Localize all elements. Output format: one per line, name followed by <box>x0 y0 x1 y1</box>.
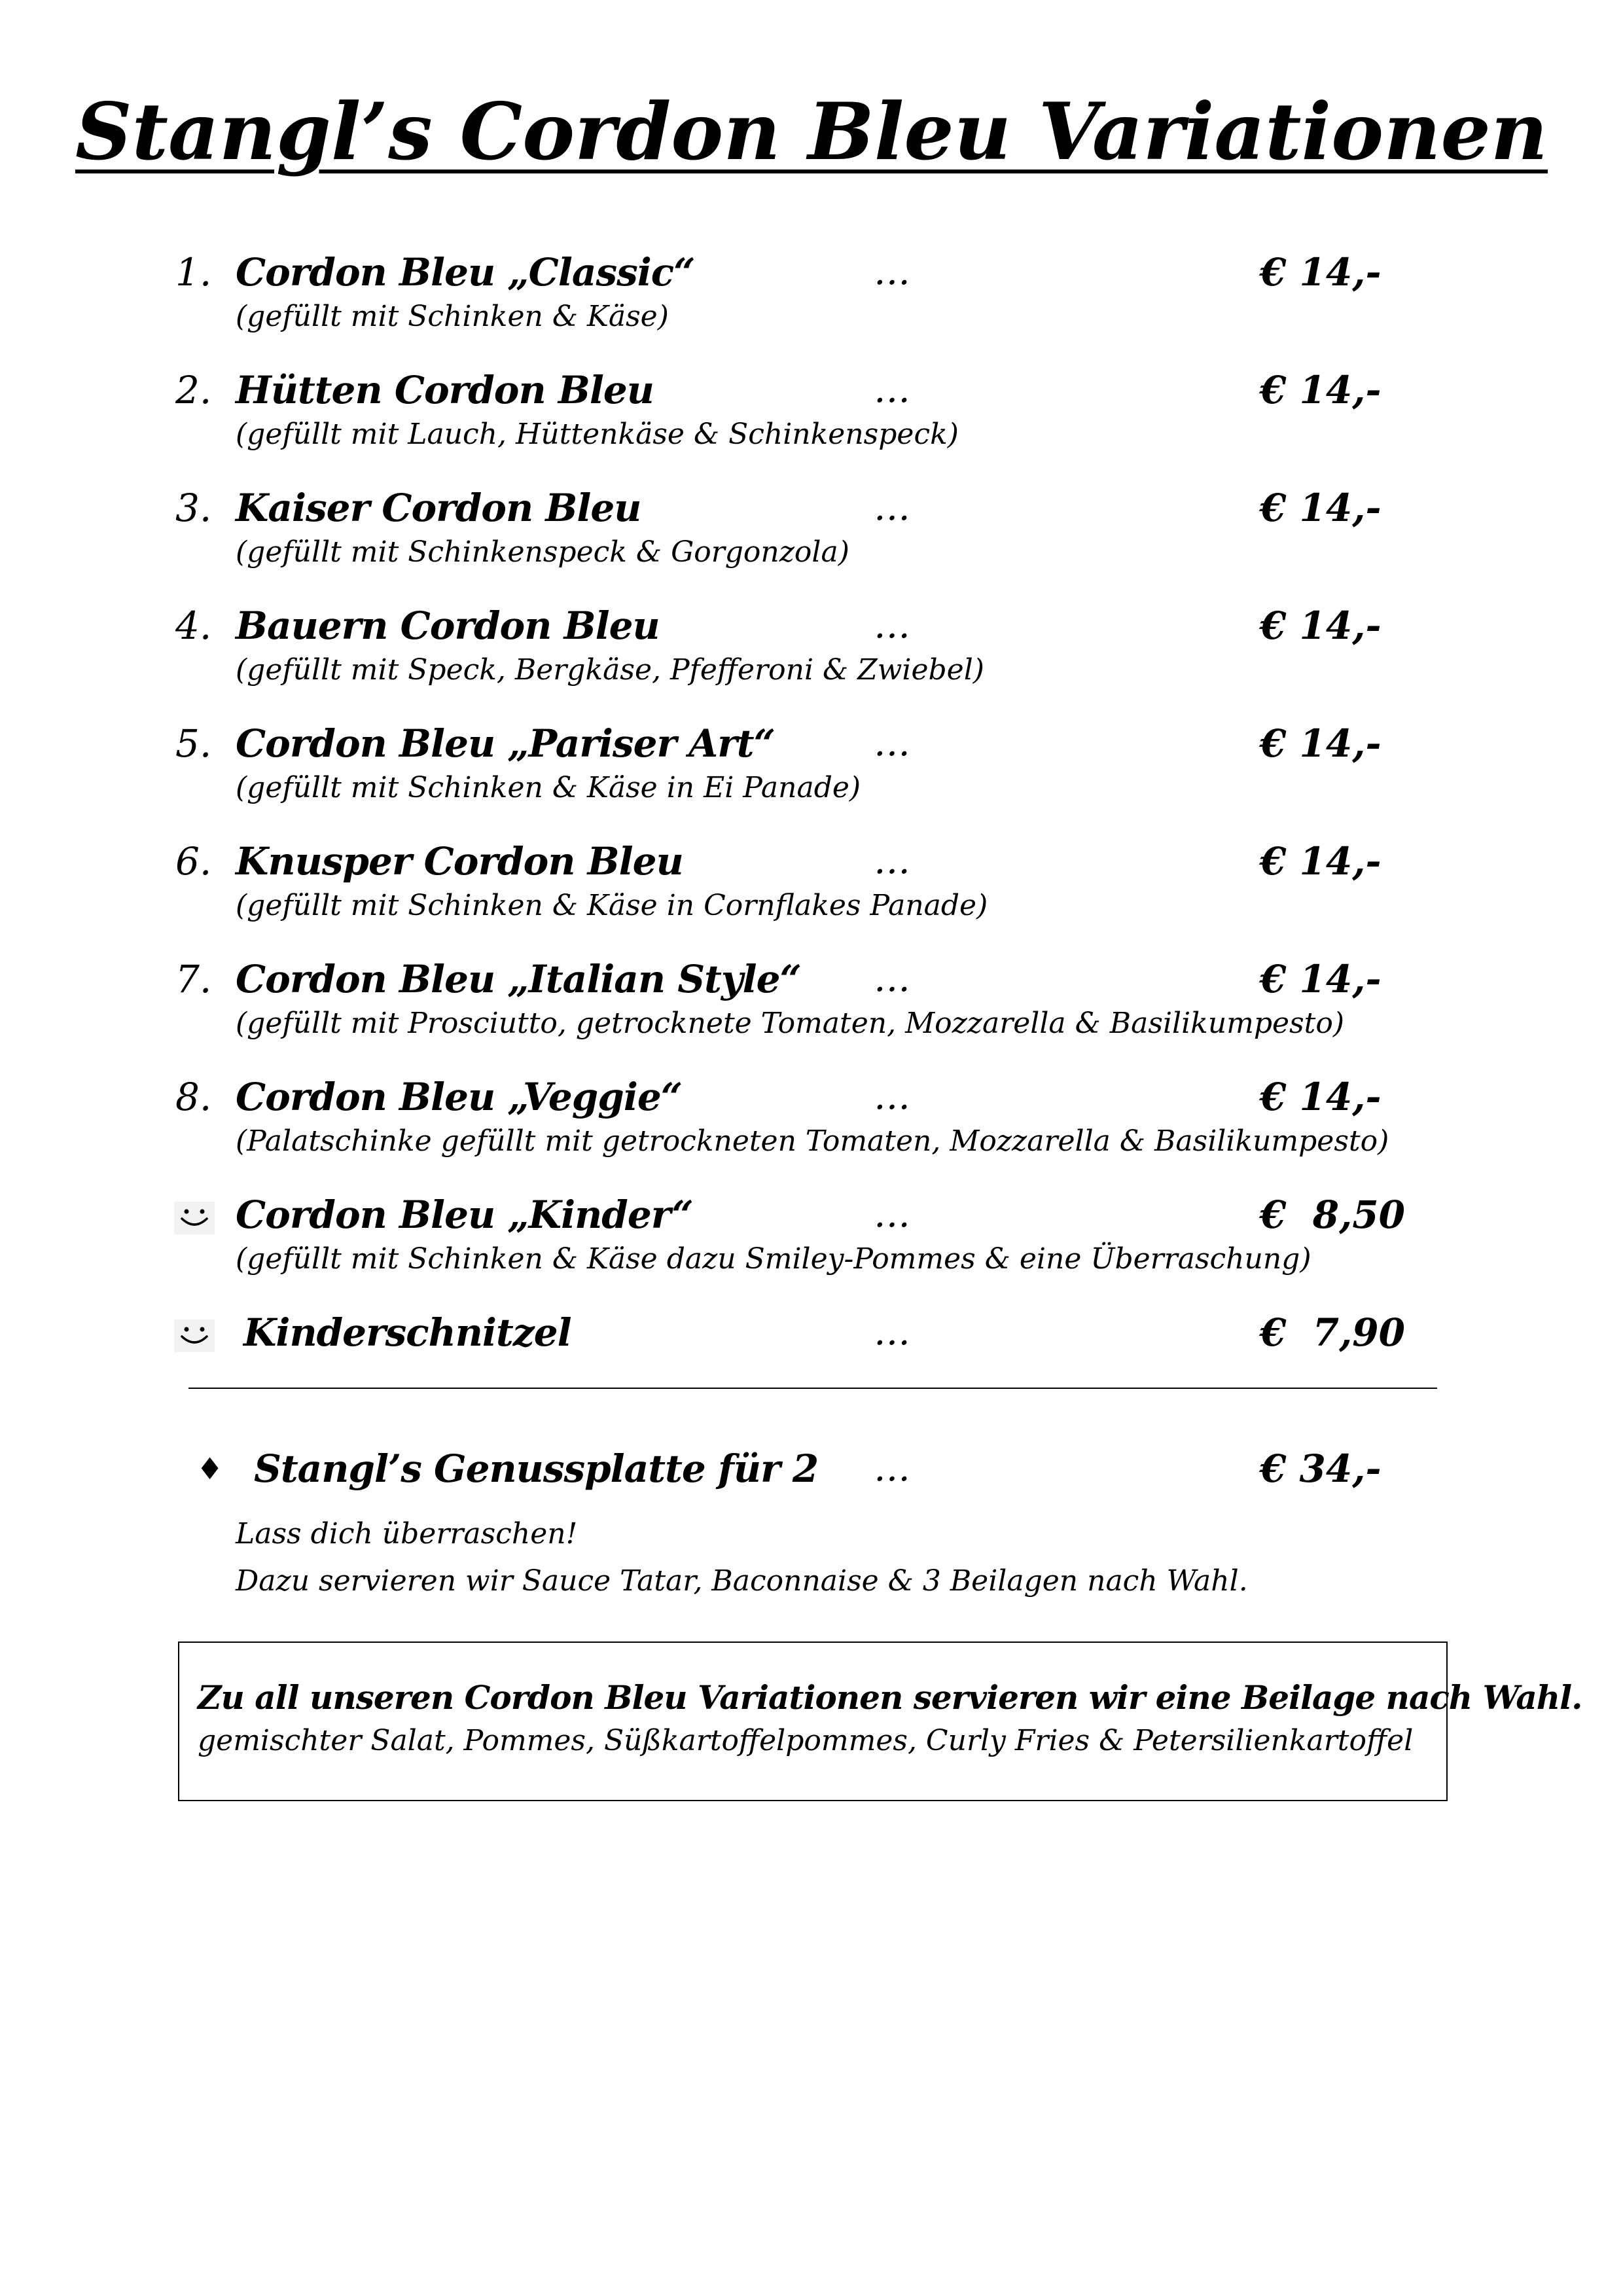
item-dots: … <box>874 840 910 882</box>
item-price: € 14,- <box>1260 957 1382 1001</box>
platter-dots: … <box>874 1447 910 1490</box>
side-dishes-headline: Zu all unseren Cordon Bleu Variationen servieren wir eine Beilage nach Wahl. <box>198 1678 1582 1717</box>
item-dots: … <box>874 958 910 1000</box>
item-name: Kaiser Cordon Bleu <box>236 486 641 530</box>
item-price: € 14,- <box>1260 368 1382 412</box>
item-dots: … <box>874 251 910 293</box>
item-number: 6. <box>175 839 212 884</box>
item-dots: … <box>874 486 910 529</box>
item-dots: … <box>874 604 910 647</box>
item-number: 2. <box>175 368 212 412</box>
platter-name: Stangl’s Genussplatte für 2 <box>254 1446 819 1491</box>
item-description: (gefüllt mit Schinken & Käse in Ei Panade) <box>236 771 861 804</box>
item-price: € 14,- <box>1260 486 1382 530</box>
diamond-bullet-icon: ♦ <box>196 1451 224 1486</box>
item-description: (gefüllt mit Speck, Bergkäse, Pfefferoni & Zwiebel) <box>236 653 984 687</box>
platter-price: € 34,- <box>1260 1446 1382 1491</box>
item-name: Cordon Bleu „Classic“ <box>236 250 695 295</box>
item-dots: … <box>874 722 910 764</box>
item-number: 1. <box>175 250 212 295</box>
item-number: 5. <box>175 721 212 766</box>
item-name: Cordon Bleu „Kinder“ <box>236 1193 693 1237</box>
item-number: 7. <box>175 957 212 1001</box>
item-price: € 7,90 <box>1260 1310 1406 1355</box>
platter-notes <box>236 1511 1248 1605</box>
smiley-icon <box>174 1202 215 1234</box>
item-price: € 14,- <box>1260 839 1382 884</box>
item-dots: … <box>874 1075 910 1118</box>
platter-note: Lass dich überraschen! <box>236 1517 578 1551</box>
item-description: (gefüllt mit Prosciutto, getrocknete Tomaten, Mozzarella & Basilikumpesto) <box>236 1007 1344 1040</box>
item-number: 8. <box>175 1075 212 1119</box>
item-name: Kinderschnitzel <box>243 1310 571 1355</box>
item-price: € 14,- <box>1260 250 1382 295</box>
page-title-text: Stangl’s Cordon Bleu Variationen <box>75 86 1548 178</box>
item-name: Knusper Cordon Bleu <box>236 839 683 884</box>
item-name: Bauern Cordon Bleu <box>236 603 660 648</box>
item-number: 4. <box>175 603 212 648</box>
item-price: € 14,- <box>1260 721 1382 766</box>
item-name: Hütten Cordon Bleu <box>236 368 654 412</box>
item-name: Cordon Bleu „Italian Style“ <box>236 957 801 1001</box>
item-description: (gefüllt mit Schinken & Käse in Cornflakes Panade) <box>236 889 988 922</box>
side-dishes-options: gemischter Salat, Pommes, Süßkartoffelpommes, Curly Fries & Petersilienkartoffel <box>198 1724 1414 1757</box>
item-dots: … <box>874 368 910 411</box>
smiley-icon <box>174 1319 215 1352</box>
item-description: (gefüllt mit Schinken & Käse) <box>236 300 669 333</box>
item-price: € 14,- <box>1260 603 1382 648</box>
item-description: (Palatschinke gefüllt mit getrockneten Tomaten, Mozzarella & Basilikumpesto) <box>236 1124 1389 1158</box>
side-dishes-box <box>178 1641 1582 1801</box>
item-price: € 14,- <box>1260 1075 1382 1119</box>
item-description: (gefüllt mit Lauch, Hüttenkäse & Schinkenspeck) <box>236 418 959 451</box>
item-description: (gefüllt mit Schinkenspeck & Gorgonzola) <box>236 535 849 569</box>
item-name: Cordon Bleu „Pariser Art“ <box>236 721 775 766</box>
item-dots: … <box>874 1311 910 1354</box>
item-price: € 8,50 <box>1260 1193 1406 1237</box>
section-divider <box>188 1388 1437 1389</box>
item-description: (gefüllt mit Schinken & Käse dazu Smiley-Pommes & eine Überraschung) <box>236 1242 1311 1276</box>
item-number: 3. <box>175 486 212 530</box>
page-title <box>0 85 1623 179</box>
item-name: Cordon Bleu „Veggie“ <box>236 1075 683 1119</box>
item-dots: … <box>874 1193 910 1236</box>
platter-note: Dazu servieren wir Sauce Tatar, Baconnaise & 3 Beilagen nach Wahl. <box>236 1564 1248 1598</box>
